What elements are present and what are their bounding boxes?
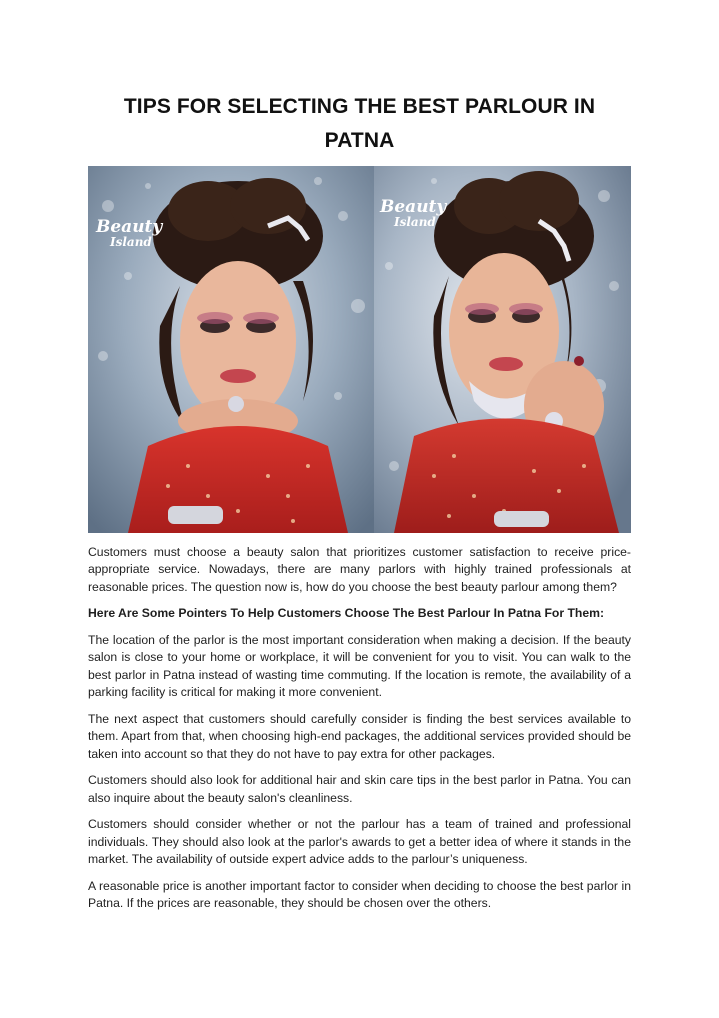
page-title: TIPS FOR SELECTING THE BEST PARLOUR IN PATNA — [123, 95, 596, 152]
bridal-photo-right — [374, 166, 631, 533]
services-paragraph: The next aspect that customers should carefully consider is finding the best services available to them. Apart from that, when choosing high-end packages, the additional services provided should be taken into account so that they do not have to pay extra for other packages. — [88, 711, 631, 761]
pointers-heading: Here Are Some Pointers To Help Customers Choose The Best Parlour In Patna For Them: — [88, 606, 605, 621]
svg-text:Beauty: Beauty — [380, 197, 447, 217]
price-paragraph: A reasonable price is another important factor to consider when deciding to choose the best parlor in Patna. If the prices are reasonable, they should be chosen over the others. — [88, 878, 631, 911]
location-paragraph: The location of the parlor is the most important consideration when making a decision. If the beauty salon is close to your home or workplace, it will be convenient for you to visit. You can walk to the best parlor in Patna instead of wasting time commuting. If the location is remote, the availability of a parking facility is critical for making it more convenient. — [88, 633, 631, 700]
bridal-photo-left — [88, 166, 374, 533]
bridal-photo-right-graphic — [374, 166, 631, 533]
svg-text:Island: Island — [394, 215, 436, 229]
team-paragraph: Customers should consider whether or not the parlour has a team of trained and professional individuals. They should also look at the parlor's awards to get a better idea of where it stands in the market. The availability of outside expert advice adds to the parlour’s uniqueness. — [88, 817, 631, 867]
bridal-makeup-photo — [88, 166, 631, 533]
tips-paragraph: Customers should also look for additional hair and skin care tips in the best parlor in Patna. You can also inquire about the beauty salon's cleanliness. — [88, 773, 631, 805]
bridal-photo-left-graphic — [88, 166, 374, 533]
svg-text:Beauty: Beauty — [96, 217, 163, 237]
svg-text:Island: Island — [110, 235, 152, 249]
article-body — [88, 544, 631, 922]
intro-paragraph: Customers must choose a beauty salon that prioritizes customer satisfaction to receive price-appropriate service. Nowadays, there are many parlors with highly trained professionals at reasonable prices. The question now is, how do you choose the best beauty parlour among them? — [88, 545, 631, 594]
